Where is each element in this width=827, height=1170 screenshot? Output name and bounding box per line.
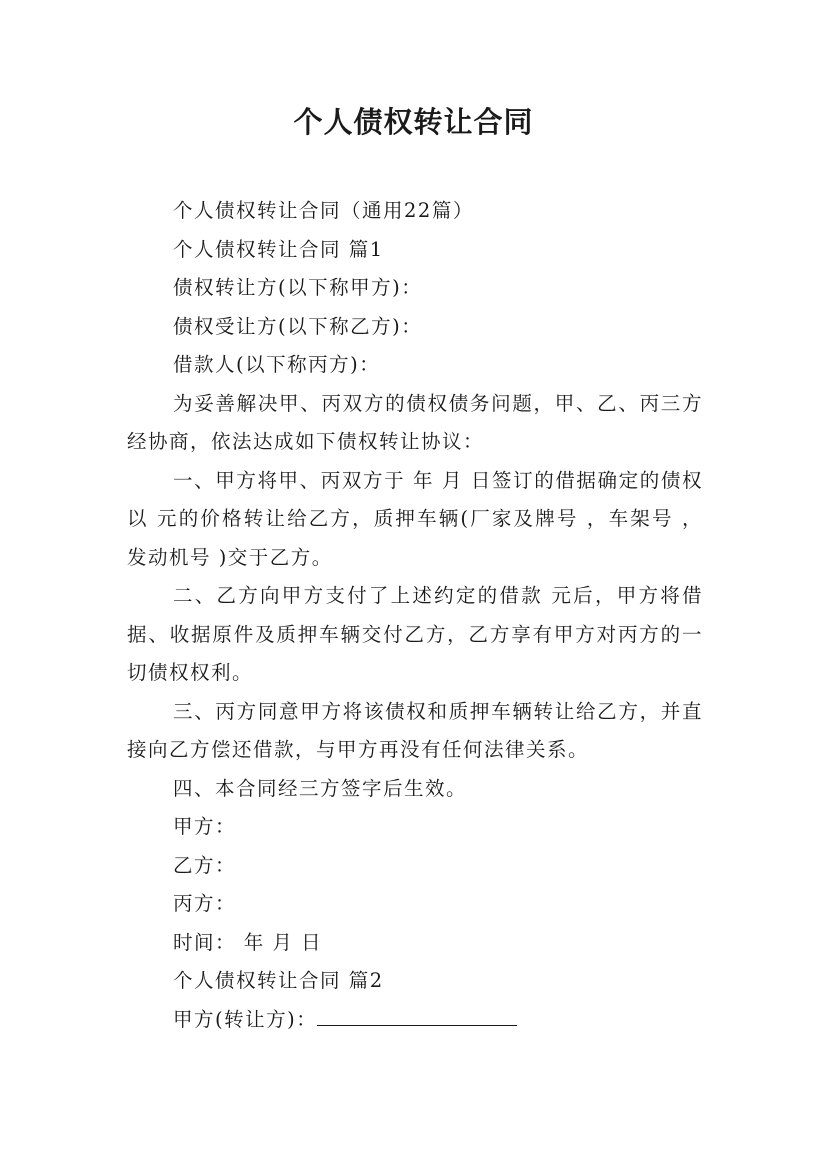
paragraph-party-a: 债权转让方(以下称甲方)： [173,276,423,299]
paragraph-clause-3: 三、丙方同意甲方将该债权和质押车辆转让给乙方，并直接向乙方偿还借款，与甲方再没有任何法律关系。 [127,699,703,761]
paragraph-section-heading: 个人债权转让合同 篇1 [173,237,384,261]
paragraph-subtitle: 个人债权转让合同（通用22篇） [173,199,474,222]
signature-party-a: 甲方： [173,815,237,838]
paragraph-section-heading-2: 个人债权转让合同 篇2 [173,969,384,992]
transferor-blank [317,1003,517,1026]
document-body [127,192,703,1039]
document-title: 个人债权转让合同 [293,105,534,139]
paragraph-party-b: 债权受让方(以下称乙方)： [173,314,423,338]
paragraph-transferor-line [127,1001,703,1040]
paragraph-clause-4: 四、本合同经三方签字后生效。 [173,776,468,800]
paragraph-preamble: 为妥善解决甲、丙双方的债权债务问题，甲、乙、丙三方经协商，依法达成如下债权转让协议： [127,391,703,453]
transferor-label: 甲方(转让方)： [173,1007,318,1031]
signature-party-b: 乙方： [173,853,237,877]
signature-party-c: 丙方： [173,892,237,915]
paragraph-party-c: 借款人(以下称丙方)： [173,353,381,376]
signature-date: 时间： 年 月 日 [173,930,323,954]
paragraph-clause-2: 二、乙方向甲方支付了上述约定的借款 元后，甲方将借据、收据原件及质押车辆交付乙方，乙方享有甲方对丙方的一切债权权利。 [127,584,703,684]
paragraph-clause-1: 一、甲方将甲、丙双方于 年 月 日签订的借据确定的债权以 元的价格转让给乙方，质押车辆(厂家及牌号 ，车架号 ，发动机号 )交于乙方。 [127,468,703,569]
